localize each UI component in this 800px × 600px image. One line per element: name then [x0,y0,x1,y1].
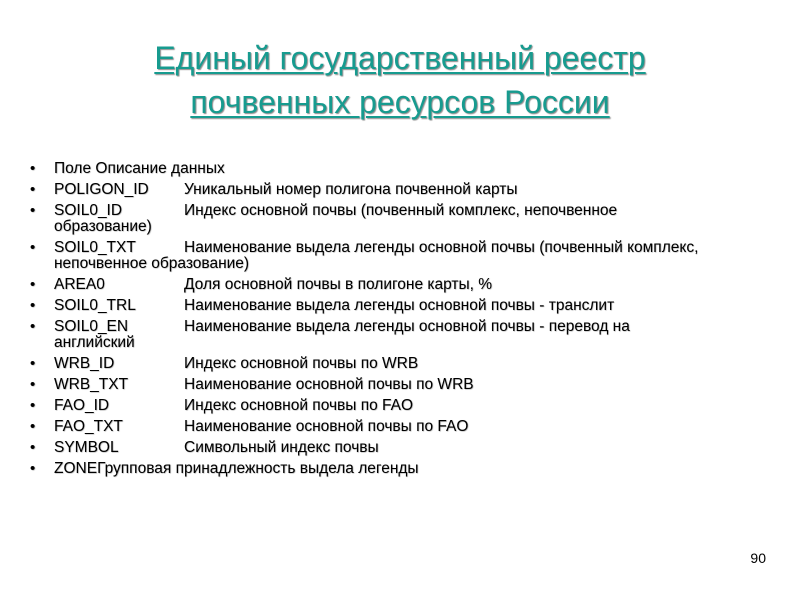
field-description: Описание данных [95,160,225,177]
field-description: Наименование выдела легенды основной почвы - транслит [184,297,615,314]
field-description: Наименование выдела легенды основной почвы (почвенный комплекс, непочвенное образование) [54,239,699,272]
field-code: AREA0 [54,276,105,293]
list-item [30,356,710,372]
field-description: Индекс основной почвы по FAO [184,397,414,414]
field-code: FAO_TXT [54,418,123,435]
slide-title-line-2: почвенных ресурсов России [190,84,610,120]
list-item [30,240,710,272]
list-item [30,419,710,435]
field-code: SOIL0_TXT [54,239,136,256]
list-item [30,319,710,351]
list-item [30,277,710,293]
field-description: Доля основной почвы в полигоне карты, % [184,276,493,293]
field-code: WRB_TXT [54,376,129,393]
field-description: Индекс основной почвы по WRB [184,355,419,372]
slide-title [0,36,800,124]
list-item [30,161,710,177]
list-item [30,377,710,393]
list-item [30,298,710,314]
field-code: SYMBOL [54,439,119,456]
field-description: Уникальный номер полигона почвенной карты [184,181,518,198]
field-code: Поле [54,160,92,177]
field-description: Символьный индекс почвы [184,439,379,456]
field-code: WRB_ID [54,355,115,372]
field-code: SOIL0_EN [54,318,129,335]
field-code: FAO_ID [54,397,110,414]
list-item [30,461,710,477]
field-description: Наименование основной почвы по WRB [184,376,474,393]
field-list [30,161,710,482]
field-description: Наименование основной почвы по FAO [184,418,469,435]
field-code: POLIGON_ID [54,181,149,198]
slide-title-line-1: Единый государственный реестр [154,40,646,76]
list-item [30,182,710,198]
field-code: ZONE [54,460,98,477]
list-item [30,398,710,414]
list-item [30,203,710,235]
field-description: Наименование выдела легенды основной почвы - перевод на английский [54,318,630,351]
field-code: SOIL0_TRL [54,297,136,314]
list-item [30,440,710,456]
field-description: Индекс основной почвы (почвенный комплекс, непочвенное образование) [54,202,618,235]
page-number: 90 [750,550,766,566]
field-description: Групповая принадлежность выдела легенды [97,460,419,477]
field-code: SOIL0_ID [54,202,123,219]
